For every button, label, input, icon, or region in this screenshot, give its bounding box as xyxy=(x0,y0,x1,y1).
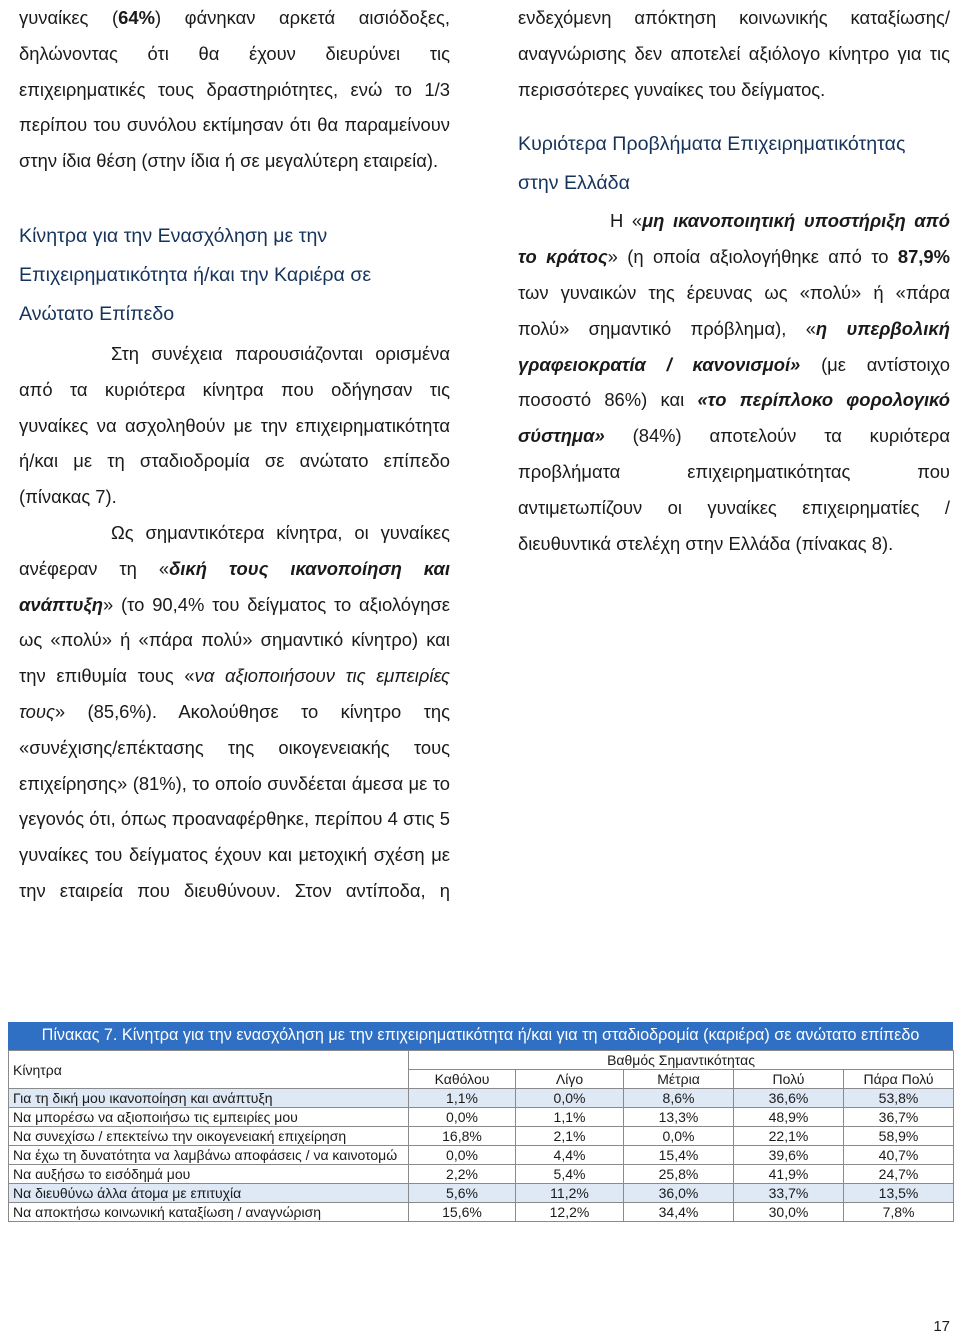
table-cell: 36,0% xyxy=(624,1184,734,1203)
text-run: γυναίκες ( xyxy=(19,7,119,28)
motives-paragraph-1: Στη συνέχεια παρουσιάζονται ορισμένα από τα κυριότερα κίνητρα που οδήγησαν τις γυναίκες να ασχοληθούν με την επιχειρηματικότητα ή/και με τη σταδιοδρομία σε ανώτατο επίπεδο (πίνακας 7). xyxy=(19,342,450,508)
table-cell: 22,1% xyxy=(734,1127,844,1146)
table-cell: 30,0% xyxy=(734,1203,844,1222)
table-cell: 40,7% xyxy=(844,1146,954,1165)
column-header: Λίγο xyxy=(516,1070,624,1089)
table-cell: 13,3% xyxy=(624,1108,734,1127)
table-cell: 48,9% xyxy=(734,1108,844,1127)
table-cell: 34,4% xyxy=(624,1203,734,1222)
text-run: Ως σημαντικότερα κίνητρα, οι γυναίκες ανέφεραν τη « xyxy=(19,521,450,579)
table-cell: 58,9% xyxy=(844,1127,954,1146)
table-cell: 36,7% xyxy=(844,1108,954,1127)
section-heading-motives: Κίνητρα για την Ενασχόληση με την Επιχειρηματικότητα ή/και την Καριέρα σε Ανώτατο Επίπεδο xyxy=(19,224,372,325)
bold-text: 64% xyxy=(118,7,155,28)
row-label: Να μπορέσω να αξιοποιήσω τις εμπειρίες μου xyxy=(9,1108,409,1127)
table-cell: 2,2% xyxy=(409,1165,516,1184)
emphasis-text: «το περίπλοκο φορολογικό σύστημα» xyxy=(518,389,950,447)
table-cell: 15,6% xyxy=(409,1203,516,1222)
row-label: Να αποκτήσω κοινωνική καταξίωση / αναγνώριση xyxy=(9,1203,409,1222)
table-cell: 4,4% xyxy=(516,1146,624,1165)
column-header: Καθόλου xyxy=(409,1070,516,1089)
table-cell: 8,6% xyxy=(624,1089,734,1108)
table-cell: 5,4% xyxy=(516,1165,624,1184)
table-cell: 13,5% xyxy=(844,1184,954,1203)
table-cell: 41,9% xyxy=(734,1165,844,1184)
table-cell: 1,1% xyxy=(516,1108,624,1127)
right-column xyxy=(518,0,950,561)
continuation-paragraph: ενδεχόμενη απόκτηση κοινωνικής καταξίωσης/ αναγνώρισης δεν αποτελεί αξιόλογο κίνητρο για τις περισσότερες γυναίκες του δείγματος. xyxy=(518,7,950,100)
table-cell: 0,0% xyxy=(624,1127,734,1146)
table-cell: 12,2% xyxy=(516,1203,624,1222)
column-header: Πάρα Πολύ xyxy=(844,1070,954,1089)
text-run: » (η οποία αξιολογήθηκε από το xyxy=(607,246,898,268)
table-cell: 1,1% xyxy=(409,1089,516,1108)
intro-paragraph xyxy=(19,0,450,179)
table-row xyxy=(9,1127,954,1146)
table-cell: 0,0% xyxy=(516,1089,624,1108)
text-run: » (το 90,4% του δείγματος το αξιολόγησε ως «πολύ» ή «πάρα πολύ» σημαντικό κίνητρο) και την επιθυμία τους « xyxy=(19,593,450,687)
text-run: των γυναικών της έρευνας ως «πολύ» ή «πάρα πολύ» σημαντικό πρόβλημα), « xyxy=(518,281,950,339)
table-cell: 36,6% xyxy=(734,1089,844,1108)
text-run: (με αντίστοιχο ποσοστό 86%) και xyxy=(518,353,950,411)
motives-paragraph-2 xyxy=(19,515,450,909)
table-caption: Πίνακας 7. Κίνητρα για την ενασχόληση με την επιχειρηματικότητα ή/και για τη σταδιοδρομία (καριέρα) σε ανώτατο επίπεδο xyxy=(8,1022,953,1050)
column-header: Μέτρια xyxy=(624,1070,734,1089)
emphasis-text: δική τους ικανοποίηση και ανάπτυξη xyxy=(19,557,450,615)
table-row xyxy=(9,1203,954,1222)
table-cell: 24,7% xyxy=(844,1165,954,1184)
table-cell: 53,8% xyxy=(844,1089,954,1108)
importance-group-header: Βαθμός Σημαντικότητας xyxy=(409,1051,954,1070)
table-cell: 15,4% xyxy=(624,1146,734,1165)
section-heading-problems: Κυριότερα Προβλήματα Επιχειρηματικότητας στην Ελλάδα xyxy=(518,133,906,195)
row-label: Για τη δική μου ικανοποίηση και ανάπτυξη xyxy=(9,1089,409,1108)
table-row xyxy=(9,1108,954,1127)
problems-paragraph xyxy=(518,203,950,561)
table-cell: 33,7% xyxy=(734,1184,844,1203)
table-row xyxy=(9,1165,954,1184)
table-row xyxy=(9,1146,954,1165)
table-cell: 2,1% xyxy=(516,1127,624,1146)
row-label: Να συνεχίσω / επεκτείνω την οικογενειακή επιχείρηση xyxy=(9,1127,409,1146)
table-cell: 0,0% xyxy=(409,1146,516,1165)
table-cell: 39,6% xyxy=(734,1146,844,1165)
table-cell: 11,2% xyxy=(516,1184,624,1203)
row-label: Να έχω τη δυνατότητα να λαμβάνω αποφάσεις / να καινοτομώ xyxy=(9,1146,409,1165)
italic-text: να αξιοποιήσουν τις εμπειρίες τους xyxy=(19,665,450,722)
row-label: Να διευθύνω άλλα άτομα με επιτυχία xyxy=(9,1184,409,1203)
table-cell: 0,0% xyxy=(409,1108,516,1127)
text-run: (84%) αποτελούν τα κυριότερα προβλήματα επιχειρηματικότητας που αντιμετωπίζουν οι γυναίκες επιχειρηματίες / διευθυντικά στελέχη στην Ελλάδα (πίνακας 8). xyxy=(518,425,950,554)
row-label: Να αυξήσω το εισόδημά μου xyxy=(9,1165,409,1184)
text-run: Η « xyxy=(610,210,643,232)
motives-table xyxy=(8,1022,953,1222)
text-run: ) φάνηκαν αρκετά αισιόδοξες, δηλώνοντας ότι θα έχουν διευρύνει τις επιχειρηματικές τους δραστηριότητες, ενώ το 1/3 περίπου του συνόλου εκτίμησαν ότι θα παραμείνουν στην ίδια θέση (στην ίδια ή σε μεγαλύτερη εταιρεία). xyxy=(19,7,450,172)
table-cell: 7,8% xyxy=(844,1203,954,1222)
table-body xyxy=(9,1089,954,1222)
data-table xyxy=(8,1050,954,1222)
column-header: Πολύ xyxy=(734,1070,844,1089)
table-cell: 16,8% xyxy=(409,1127,516,1146)
table-cell: 5,6% xyxy=(409,1184,516,1203)
left-column xyxy=(19,0,450,909)
table-cell: 25,8% xyxy=(624,1165,734,1184)
table-row xyxy=(9,1089,954,1108)
table-row xyxy=(9,1184,954,1203)
page-number: 17 xyxy=(933,1318,950,1335)
emphasis-text: η υπερβολική γραφειοκρατία / κανονισμοί» xyxy=(518,317,951,375)
bold-text: 87,9% xyxy=(897,246,950,268)
category-header: Κίνητρα xyxy=(9,1051,409,1089)
emphasis-text: μη ικανοποιητική υποστήριξη από το κράτος xyxy=(518,210,951,268)
text-run: » (85,6%). Ακολούθησε το κίνητρο της «συνέχισης/επέκτασης της οικογενειακής τους επιχείρησης» (81%), το οποίο συνδέεται άμεσα με το γεγονός ότι, όπως προαναφέρθηκε, περίπου 4 στις 5 γυναίκες του δείγματος έχουν και μετοχική σχέση με την εταιρεία που διευθύνουν. Στον αντίποδα, η xyxy=(19,700,450,901)
